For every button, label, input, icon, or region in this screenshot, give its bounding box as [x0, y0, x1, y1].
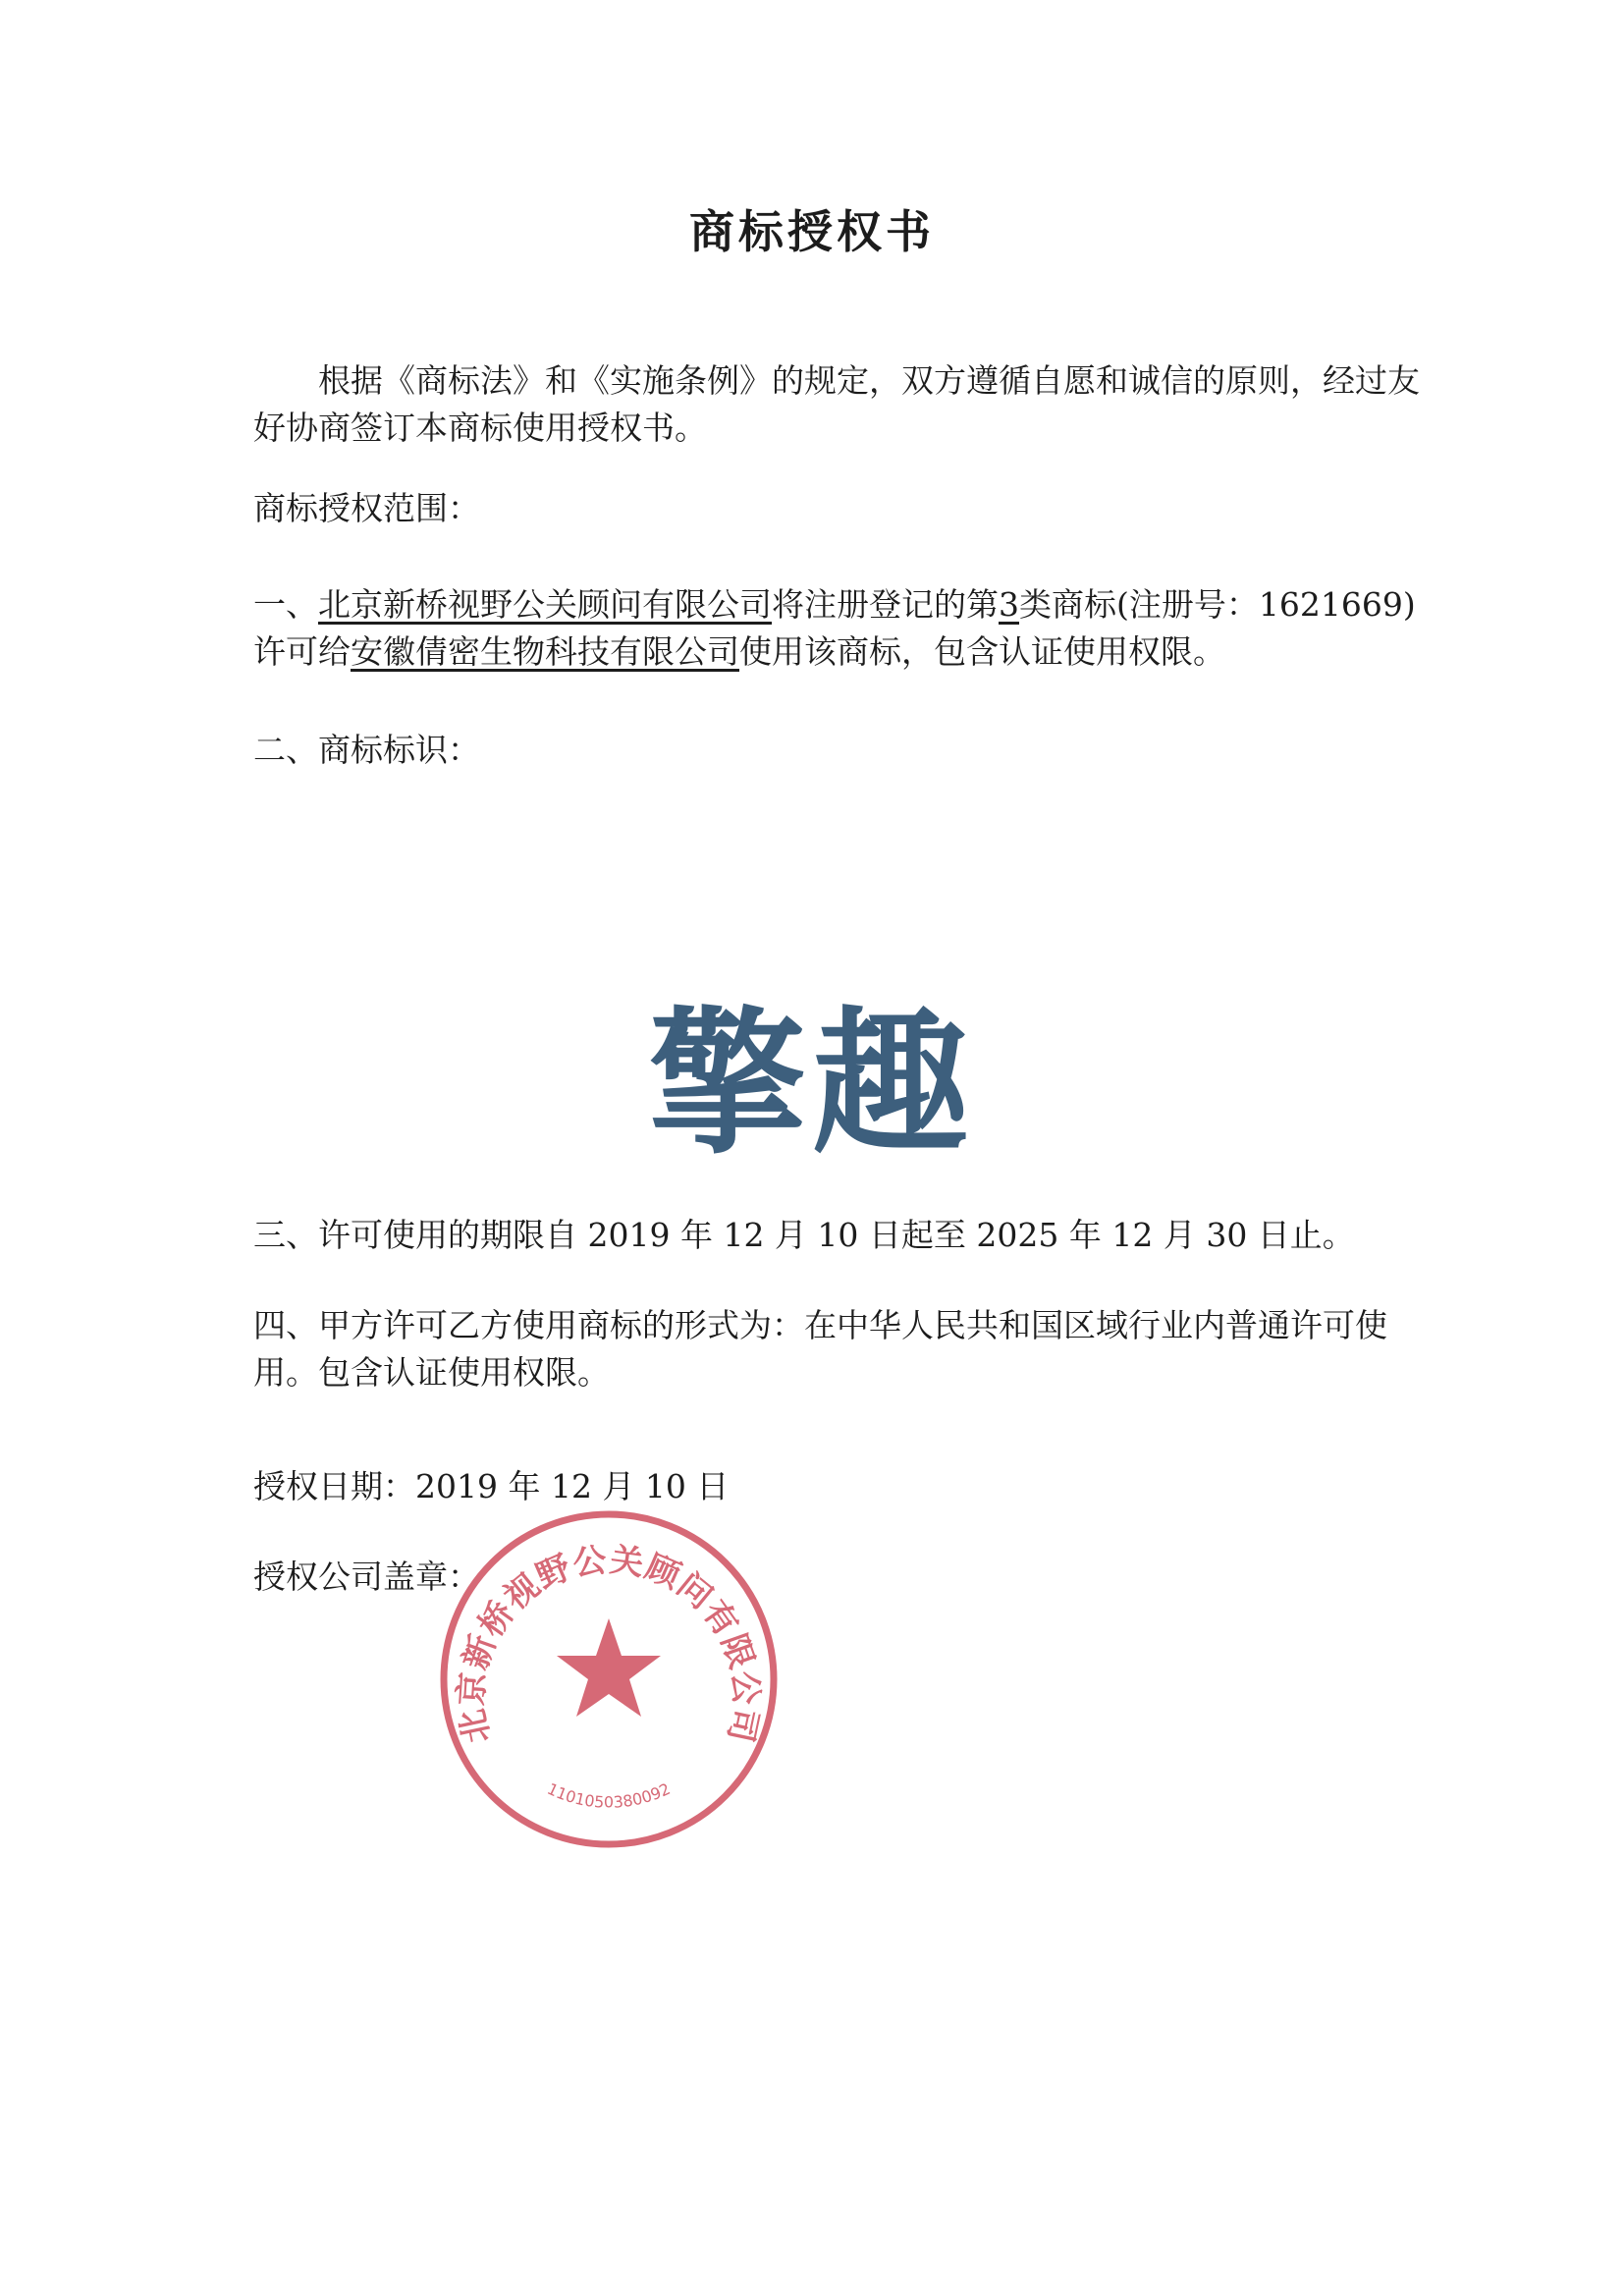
- seal-label: 授权公司盖章：: [253, 1558, 480, 1596]
- scope-heading: 商标授权范围：: [253, 489, 480, 527]
- clause-one: [253, 581, 1432, 676]
- company-seal: [432, 1503, 785, 1856]
- licensor-name: 北京新桥视野公关顾问有限公司: [318, 585, 772, 624]
- seal-company-text: 北京新桥视野公关顾问有限公司: [452, 1540, 766, 1747]
- seal-number-text: 1101050380092: [544, 1778, 674, 1812]
- trademark-logo: 擎趣: [648, 992, 975, 1175]
- document-title: 商标授权书: [689, 205, 935, 258]
- class-number: 3: [999, 585, 1019, 624]
- seal-star-icon: [557, 1618, 661, 1717]
- clause-one-prefix: 一、: [253, 585, 318, 624]
- clause-four: 四、甲方许可乙方使用商标的形式为：在中华人民共和国区域行业内普通许可使用。包含认证使用权限。: [253, 1306, 1387, 1392]
- clause-two: 二、商标标识：: [253, 731, 480, 769]
- authorization-date: 授权日期：2019 年 12 月 10 日: [253, 1467, 730, 1505]
- clause-one-text-b: 类商标(注册号：1621669)许可给: [253, 585, 1416, 671]
- clause-one-text-a: 将注册登记的第: [772, 585, 999, 624]
- intro-paragraph: 根据《商标法》和《实施条例》的规定，双方遵循自愿和诚信的原则，经过友好协商签订本商标使用授权书。: [253, 361, 1420, 447]
- licensee-name: 安徽倩密生物科技有限公司: [351, 632, 739, 671]
- clause-three: 三、许可使用的期限自 2019 年 12 月 10 日起至 2025 年 12 月 30 日止。: [253, 1216, 1355, 1254]
- clause-one-text-c: 使用该商标，包含认证使用权限。: [739, 632, 1225, 671]
